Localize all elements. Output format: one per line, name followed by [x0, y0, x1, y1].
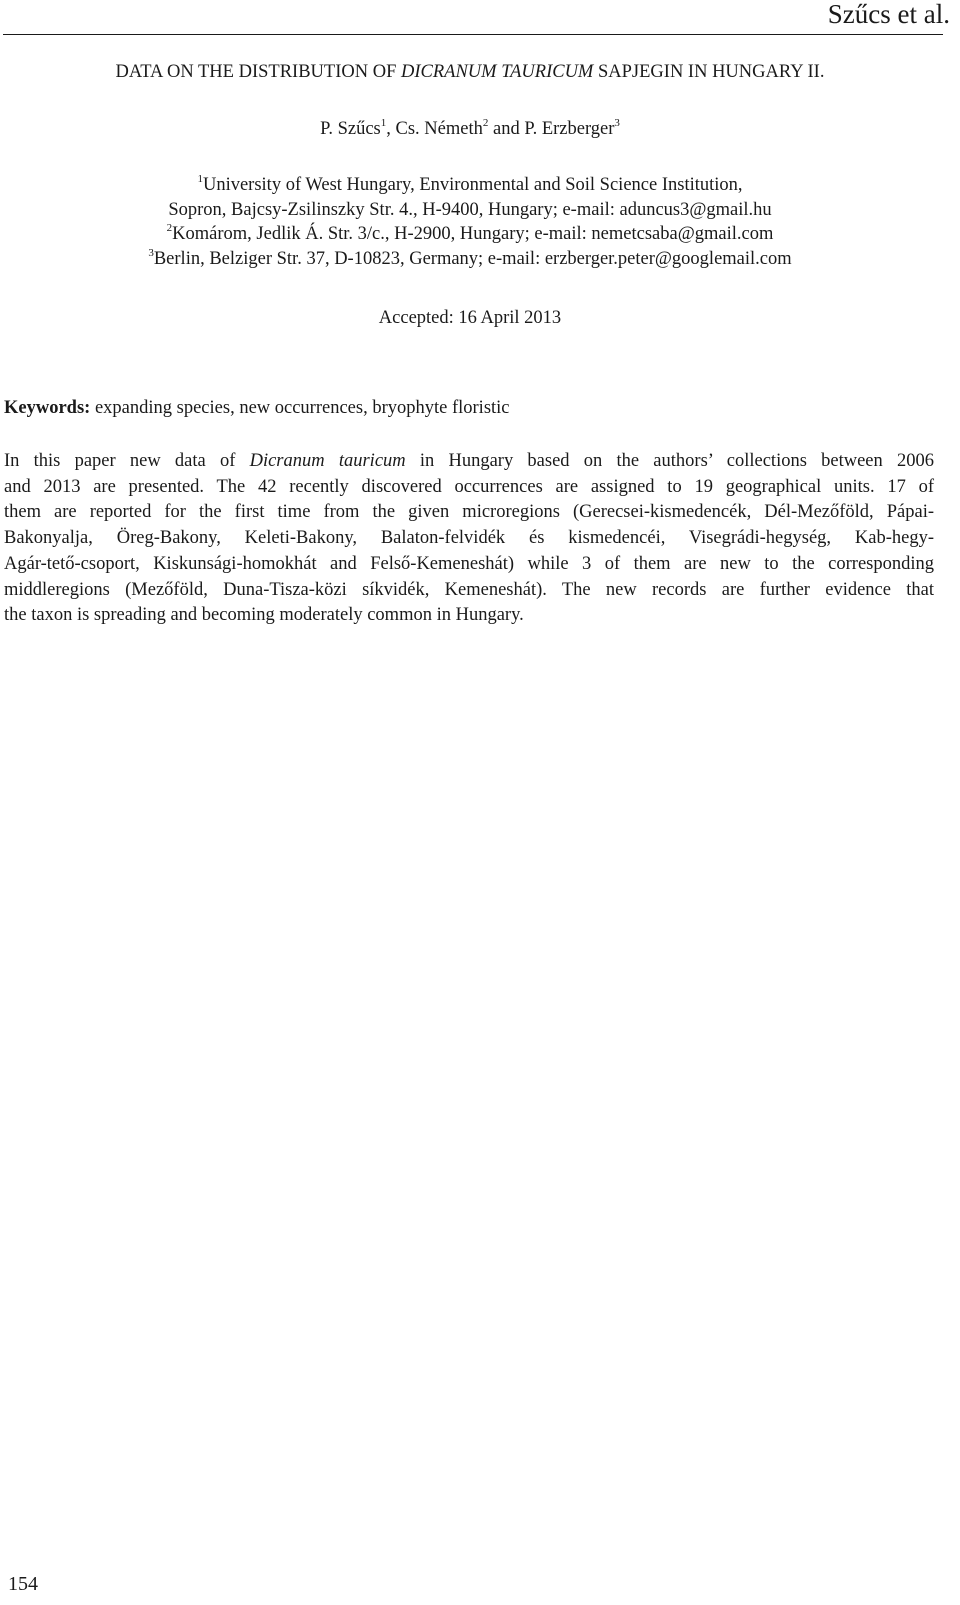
accepted-date: Accepted: 16 April 2013	[378, 308, 562, 328]
abstract-text: in Hungary based on the authors’ collections between 2006	[405, 451, 934, 471]
affiliation-line	[0, 198, 940, 223]
abstract-line: the taxon is spreading and becoming moderately common in Hungary.	[4, 605, 524, 626]
affiliation-line	[0, 222, 940, 247]
author-list	[0, 117, 940, 141]
author-affil-mark: 2	[482, 116, 489, 129]
abstract-text: In this paper new data of	[4, 451, 250, 471]
abstract-line	[4, 449, 934, 475]
abstract-line: Agár-tető-csoport, Kiskunsági-homokhát and Felső-Kemeneshát) while 3 of them are new to the corresponding	[4, 553, 934, 574]
affil-mark: 3	[148, 246, 154, 259]
abstract	[4, 449, 934, 629]
author-name: Cs. Németh	[395, 119, 483, 139]
affil-text: University of West Hungary, Environmental and Soil Science Institution,	[202, 175, 743, 195]
affil-text: Sopron, Bajcsy-Zsilinszky Str. 4., H-9400, Hungary; e-mail: aduncus3@gmail.hu	[168, 199, 772, 220]
affiliation-line	[0, 247, 940, 272]
abstract-line: middleregions (Mezőföld, Duna-Tisza-közi síkvidék, Kemeneshát). The new records are further evidence that	[4, 579, 934, 600]
author-name: P. Szűcs	[320, 119, 381, 139]
page-number: 154	[8, 1573, 38, 1595]
abstract-line: and 2013 are presented. The 42 recently discovered occurrences are assigned to 19 geographical units. 17 of	[4, 476, 934, 497]
affil-mark: 1	[197, 172, 203, 185]
keywords-text: expanding species, new occurrences, bryophyte floristic	[90, 398, 510, 418]
running-head: Szűcs et al.	[827, 0, 950, 29]
abstract-taxon: Dicranum tauricum	[249, 451, 406, 471]
title-taxon: DICRANUM TAURICUM	[401, 62, 594, 82]
abstract-line: them are reported for the first time from the given microregions (Gerecsei-kismedencék, Dél-Mezőföld, Pápai-	[4, 502, 934, 523]
author-separator: and	[488, 119, 525, 139]
author-affil-mark: 1	[380, 116, 387, 129]
affil-mark: 2	[166, 222, 173, 235]
affil-text: Komárom, Jedlik Á. Str. 3/c., H-2900, Hungary; e-mail: nemetcsaba@gmail.com	[172, 224, 774, 245]
author-separator: ,	[386, 119, 396, 139]
keywords	[4, 396, 934, 420]
affil-text: Berlin, Belziger Str. 37, D-10823, Germany; e-mail: erzberger.peter@googlemail.com	[153, 249, 792, 270]
title-pre: DATA ON THE DISTRIBUTION OF	[115, 62, 401, 82]
title-post: SAPJEGIN IN HUNGARY II.	[593, 62, 825, 82]
author-name: P. Erzberger	[524, 119, 615, 139]
paper-title	[0, 60, 940, 84]
affiliations	[0, 173, 940, 272]
keywords-label: Keywords:	[4, 398, 91, 418]
header-rule	[3, 34, 943, 35]
author-affil-mark: 3	[614, 116, 620, 129]
affiliation-line	[0, 173, 940, 198]
abstract-line: Bakonyalja, Öreg-Bakony, Keleti-Bakony, Balaton-felvidék és kismedencéi, Visegrádi-hegység, Kab-hegy-	[4, 528, 934, 549]
